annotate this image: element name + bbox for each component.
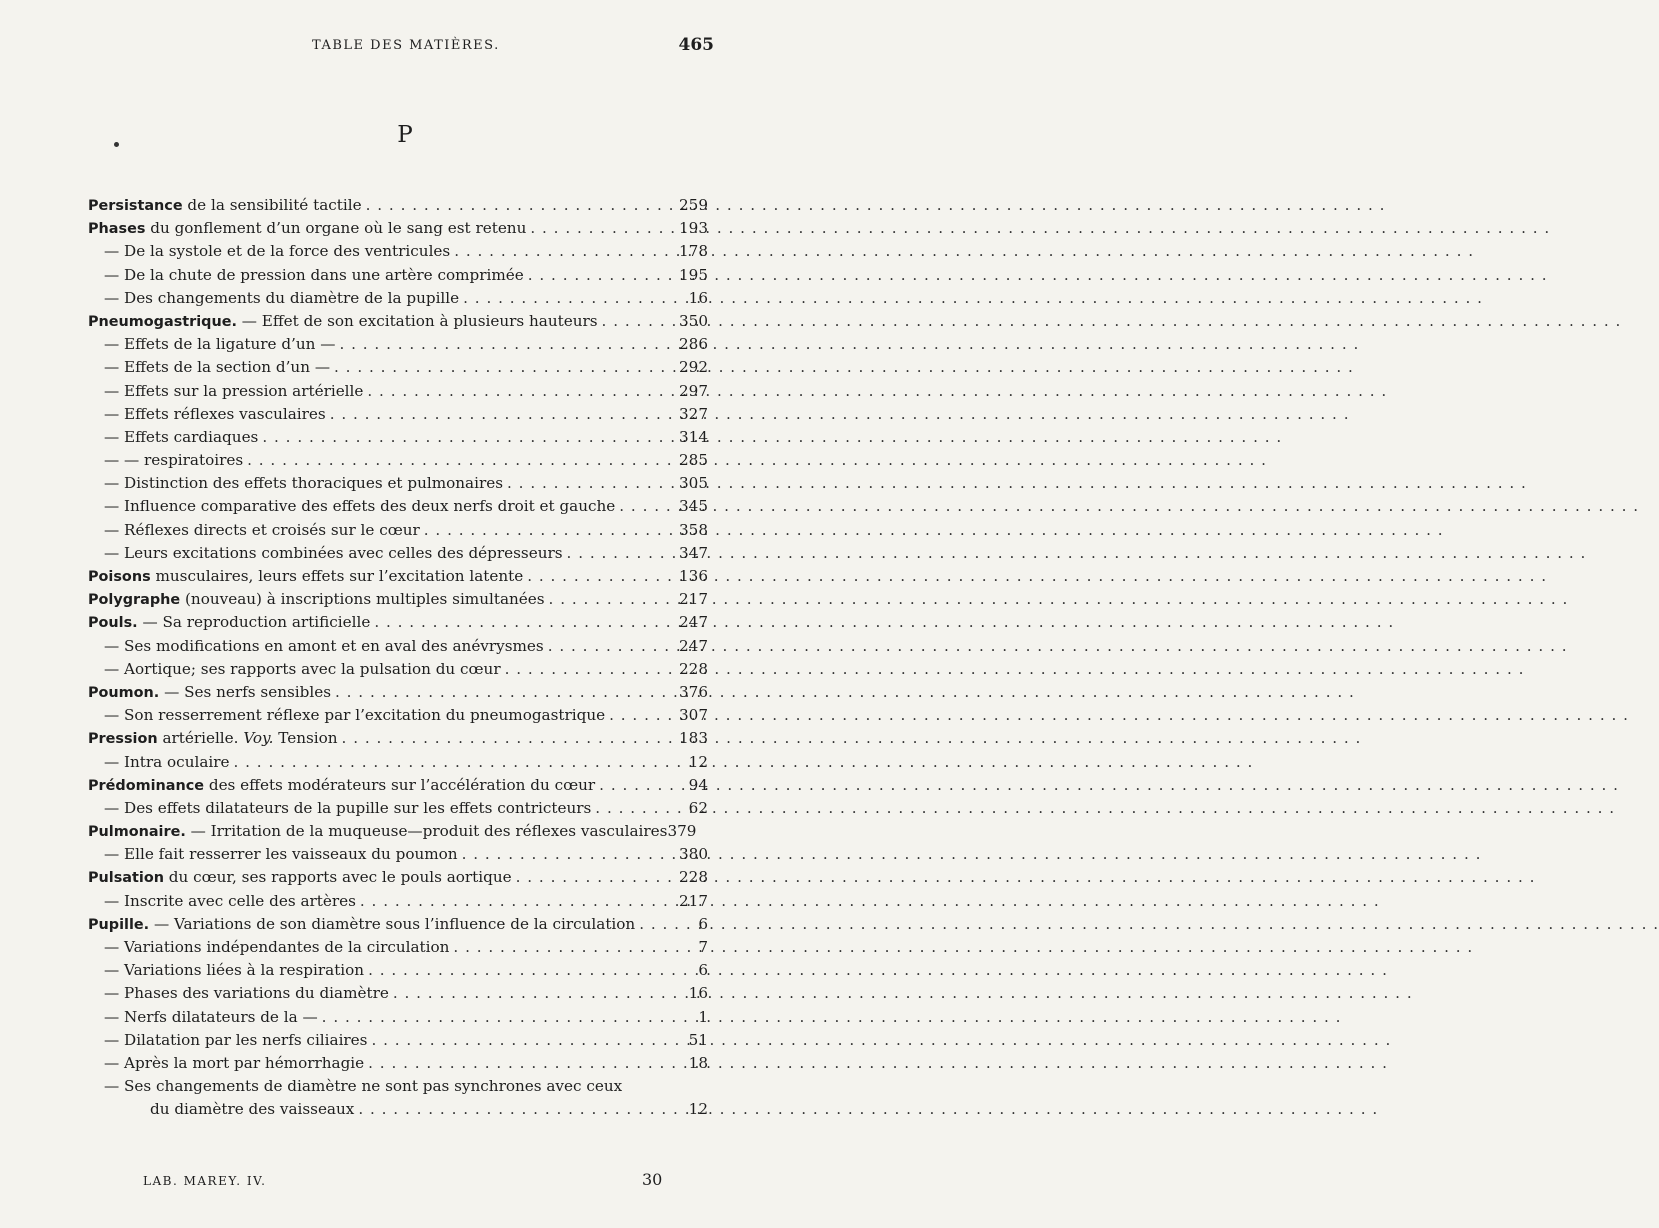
index-entry [88, 982, 708, 1005]
entry-description: — Nerfs dilatateurs de la — [104, 1007, 318, 1026]
entry-keyword: Pression [88, 731, 158, 748]
dot-leader [393, 982, 676, 1005]
dot-leader [609, 704, 675, 727]
entry-page-number: 6 [698, 961, 708, 980]
book-page [0, 0, 800, 1228]
entry-text [88, 194, 362, 218]
entry-keyword: Pouls. [88, 615, 138, 632]
entry-description: — Phases des variations du diamètre [104, 984, 389, 1003]
entry-keyword: Pupille. [88, 916, 150, 933]
entry-text [104, 240, 450, 263]
entry-description: — Influence comparative des effets des deux nerfs droit et gauche [104, 497, 616, 516]
entry-description: des effets modérateurs sur l’accélération du cœur [208, 775, 596, 794]
dot-leader [358, 1098, 676, 1121]
index-entry [88, 890, 708, 913]
entry-text [104, 797, 591, 820]
dot-leader [367, 380, 675, 403]
index-entry [88, 1052, 708, 1075]
entry-text [104, 356, 330, 379]
entry-text [104, 635, 544, 658]
index-entry [88, 797, 708, 820]
index-entries [88, 194, 708, 1122]
running-header [0, 36, 800, 58]
entry-page-number: 285 [679, 451, 708, 470]
entry-text [104, 1029, 367, 1052]
entry-text [88, 727, 338, 751]
index-entry [88, 403, 708, 426]
index-entry [88, 356, 708, 379]
entry-keyword: Persistance [88, 198, 183, 214]
entry-page-number: 314 [679, 427, 708, 446]
entry-text [88, 913, 635, 937]
entry-description: — De la chute de pression dans une artère comprimée [104, 265, 524, 284]
dot-leader [528, 264, 675, 287]
entry-text [104, 403, 326, 426]
section-letter: P [397, 122, 413, 148]
dot-leader [368, 1052, 676, 1075]
entry-page-number: 195 [679, 265, 708, 284]
entry-keyword: Polygraphe [88, 592, 181, 609]
index-entry [88, 310, 708, 333]
entry-page-number: 358 [679, 520, 708, 539]
entry-text [88, 774, 595, 798]
entry-text [104, 1052, 364, 1075]
dot-leader [599, 774, 676, 797]
dot-leader [507, 472, 675, 495]
entry-text [104, 264, 524, 287]
index-entry [88, 1075, 708, 1098]
entry-page-number: 350 [679, 311, 708, 330]
entry-page-number: 347 [679, 543, 708, 562]
entry-page-number: 7 [698, 938, 708, 956]
index-entry [88, 380, 708, 403]
index-entry [88, 774, 708, 797]
entry-keyword: Prédominance [88, 777, 205, 794]
index-entry [88, 913, 708, 936]
entry-text [104, 704, 605, 727]
index-entry [88, 449, 708, 472]
index-entry [88, 542, 708, 565]
entry-keyword: Pulsation [88, 870, 164, 887]
entry-page-number: 247 [679, 613, 708, 632]
entry-text [88, 588, 545, 612]
entry-description: — Effets réflexes vasculaires [104, 404, 326, 423]
entry-page-number: 1 [698, 1007, 708, 1026]
entry-text [104, 959, 364, 982]
dot-leader [371, 1029, 676, 1052]
entry-description: — Effets sur la pression artérielle [104, 381, 364, 400]
entry-italic: Voy. [243, 729, 274, 748]
entry-description: — Effet de son excitation à plusieurs hauteurs [241, 311, 598, 330]
entry-description: — Inscrite avec celle des artères [104, 891, 356, 910]
entry-text [104, 542, 563, 565]
dot-leader [454, 240, 675, 263]
entry-text [104, 936, 449, 959]
entry-page-number: 228 [679, 659, 708, 678]
index-entry [88, 635, 708, 658]
entry-description: — Aortique; ses rapports avec la pulsation du cœur [104, 659, 501, 678]
entry-page-number: 16 [688, 984, 708, 1003]
entry-page-number: 259 [679, 196, 708, 214]
entry-page-number: 379 [667, 822, 697, 841]
entry-page-number: 183 [679, 729, 708, 748]
index-entry [88, 704, 708, 727]
entry-page-number: 286 [679, 335, 708, 354]
entry-text [104, 658, 501, 681]
index-entry [88, 820, 708, 843]
index-entry [88, 588, 708, 611]
entry-page-number: 327 [679, 404, 708, 423]
entry-text [104, 472, 503, 495]
entry-text [104, 519, 420, 542]
entry-page-number: 51 [688, 1030, 708, 1049]
index-entry [88, 658, 708, 681]
dot-leader [342, 727, 675, 750]
entry-description: du cœur, ses rapports avec le pouls aortique [168, 868, 512, 887]
entry-description: — Dilatation par les nerfs ciliaires [104, 1030, 368, 1049]
entry-page-number: 307 [679, 706, 708, 725]
entry-description: — Distinction des effets thoraciques et pulmonaires [104, 474, 504, 493]
dot-leader [567, 542, 675, 565]
index-entry [88, 866, 708, 889]
entry-page-number: 380 [679, 845, 708, 864]
dot-leader [595, 797, 676, 820]
dot-leader [548, 635, 675, 658]
entry-text [104, 890, 356, 913]
index-entry [88, 565, 708, 588]
entry-description: — Leurs excitations combinées avec celles des dépresseurs [104, 543, 563, 562]
footer-sheet-number: 30 [642, 1170, 663, 1189]
index-entry [88, 240, 708, 263]
entry-text [104, 751, 230, 774]
dot-leader [366, 194, 675, 217]
dot-leader [453, 936, 676, 959]
entry-page-number: 62 [688, 798, 708, 817]
index-entry [88, 1006, 708, 1029]
entry-text [104, 1006, 318, 1029]
dot-leader [247, 449, 675, 472]
index-entry [88, 751, 708, 774]
dot-leader [619, 495, 675, 518]
entry-keyword: Poumon. [88, 684, 160, 701]
entry-description: artérielle. [162, 729, 239, 748]
index-entry [88, 333, 708, 356]
entry-page-number: 94 [688, 775, 708, 794]
footer-signature: LAB. MAREY. IV. [143, 1174, 267, 1188]
dot-leader [234, 751, 677, 774]
entry-description: — Effets cardiaques [104, 427, 259, 446]
header-page-number: 465 [678, 35, 714, 55]
entry-description: — Intra oculaire [104, 752, 230, 771]
entry-page-number: 6 [698, 914, 708, 933]
entry-text [104, 982, 389, 1005]
entry-text [88, 611, 370, 635]
entry-page-number: 12 [688, 1100, 708, 1119]
page-footer [0, 1170, 800, 1192]
index-entry [88, 426, 708, 449]
entry-description: — Son resserrement réflexe par l’excitation du pneumogastrique [104, 706, 606, 725]
index-entry [88, 681, 708, 704]
entry-description: — Effets de la ligature d’un — [104, 335, 336, 354]
entry-text [104, 426, 258, 449]
dot-leader [424, 519, 675, 542]
dot-leader [516, 866, 675, 889]
index-entry [88, 264, 708, 287]
dot-leader [339, 333, 675, 356]
entry-description-cont: Tension [278, 729, 338, 748]
entry-text [88, 866, 512, 890]
entry-page-number: 376 [679, 682, 708, 701]
entry-description: — Effets de la section d’un — [104, 358, 331, 377]
entry-description: — Ses nerfs sensibles [164, 682, 331, 701]
index-entry [88, 959, 708, 982]
dot-leader [335, 681, 675, 704]
dot-leader [334, 356, 675, 379]
entry-text [88, 565, 523, 589]
entry-keyword: Poisons [88, 569, 151, 585]
entry-description: — De la systole et de la force des ventricules [104, 242, 451, 261]
dot-leader [527, 565, 675, 588]
entry-page-number: 217 [679, 891, 708, 910]
entry-text [88, 310, 598, 334]
entry-description: de la sensibilité tactile [187, 196, 362, 214]
dot-leader [505, 658, 675, 681]
entry-description: — Variations liées à la respiration [104, 961, 365, 980]
entry-page-number: 136 [679, 567, 708, 585]
entry-text [104, 287, 459, 310]
entry-keyword: Pulmonaire. [88, 824, 186, 841]
entry-text [104, 333, 335, 356]
dot-leader [360, 890, 675, 913]
index-entry [88, 194, 708, 217]
entry-page-number: 178 [679, 242, 708, 261]
entry-page-number: 305 [679, 474, 708, 493]
dot-leader [602, 310, 675, 333]
entry-description: (nouveau) à inscriptions multiples simultanées [185, 590, 545, 609]
entry-page-number: 228 [679, 868, 708, 887]
entry-text [104, 449, 243, 472]
entry-description: — Ses changements de diamètre ne sont pas synchrones avec ceux [104, 1077, 623, 1096]
index-entry [88, 495, 708, 518]
entry-description: — — respiratoires [104, 451, 244, 470]
header-title: TABLE DES MATIÈRES. [312, 38, 500, 53]
entry-page-number: 12 [688, 752, 708, 771]
entry-description: — Des effets dilatateurs de la pupille sur les effets contricteurs [104, 798, 592, 817]
entry-description: du gonflement d’un organe où le sang est retenu [150, 219, 527, 238]
dot-leader [374, 611, 675, 634]
entry-page-number: 345 [679, 497, 708, 516]
entry-page-number: 217 [679, 590, 708, 609]
dot-leader [462, 843, 675, 866]
bullet-mark-icon [114, 142, 119, 147]
entry-text [104, 1075, 622, 1098]
entry-page-number: 18 [688, 1053, 708, 1072]
entry-keyword: Pneumogastrique. [88, 313, 237, 330]
index-entry [88, 1098, 708, 1121]
entry-description: — Irritation de la muqueuse—produit des réflexes vasculaires [190, 822, 668, 841]
entry-description: — Variations indépendantes de la circulation [104, 938, 450, 956]
index-entry [88, 843, 708, 866]
index-entry [88, 727, 708, 750]
entry-text [150, 1098, 354, 1121]
entry-description: — Des changements du diamètre de la pupille [104, 288, 460, 307]
dot-leader [368, 959, 676, 982]
entry-description: — Sa reproduction artificielle [142, 613, 371, 632]
index-entry [88, 936, 708, 959]
entry-description: — Elle fait resserrer les vaisseaux du poumon [104, 845, 458, 864]
entry-page-number: 193 [679, 219, 708, 238]
entry-description: — Ses modifications en amont et en aval des anévrysmes [104, 636, 544, 655]
entry-text [88, 681, 331, 705]
index-entry [88, 287, 708, 310]
index-entry [88, 1029, 708, 1052]
entry-page-number: 292 [679, 358, 708, 377]
entry-description: musculaires, leurs effets sur l’excitation latente [155, 567, 524, 585]
dot-leader [463, 287, 676, 310]
entry-keyword: Phases [88, 221, 146, 238]
entry-description: — Variations de son diamètre sous l’influence de la circulation [153, 914, 636, 933]
dot-leader [322, 1006, 676, 1029]
dot-leader [262, 426, 675, 449]
dot-leader [639, 913, 676, 936]
entry-text [104, 495, 615, 518]
entry-page-number: 297 [679, 381, 708, 400]
dot-leader [530, 217, 675, 240]
entry-page-number: 16 [688, 288, 708, 307]
index-entry [88, 472, 708, 495]
entry-text [88, 217, 526, 241]
entry-text [104, 843, 458, 866]
index-entry [88, 611, 708, 634]
entry-text [88, 820, 667, 844]
dot-leader [330, 403, 675, 426]
dot-leader [549, 588, 675, 611]
entry-text [104, 380, 363, 403]
entry-description: — Réflexes directs et croisés sur le cœur [104, 520, 420, 539]
entry-description: du diamètre des vaisseaux [150, 1100, 355, 1119]
entry-description: — Après la mort par hémorrhagie [104, 1053, 365, 1072]
index-entry [88, 519, 708, 542]
entry-page-number: 247 [679, 636, 708, 655]
index-entry [88, 217, 708, 240]
